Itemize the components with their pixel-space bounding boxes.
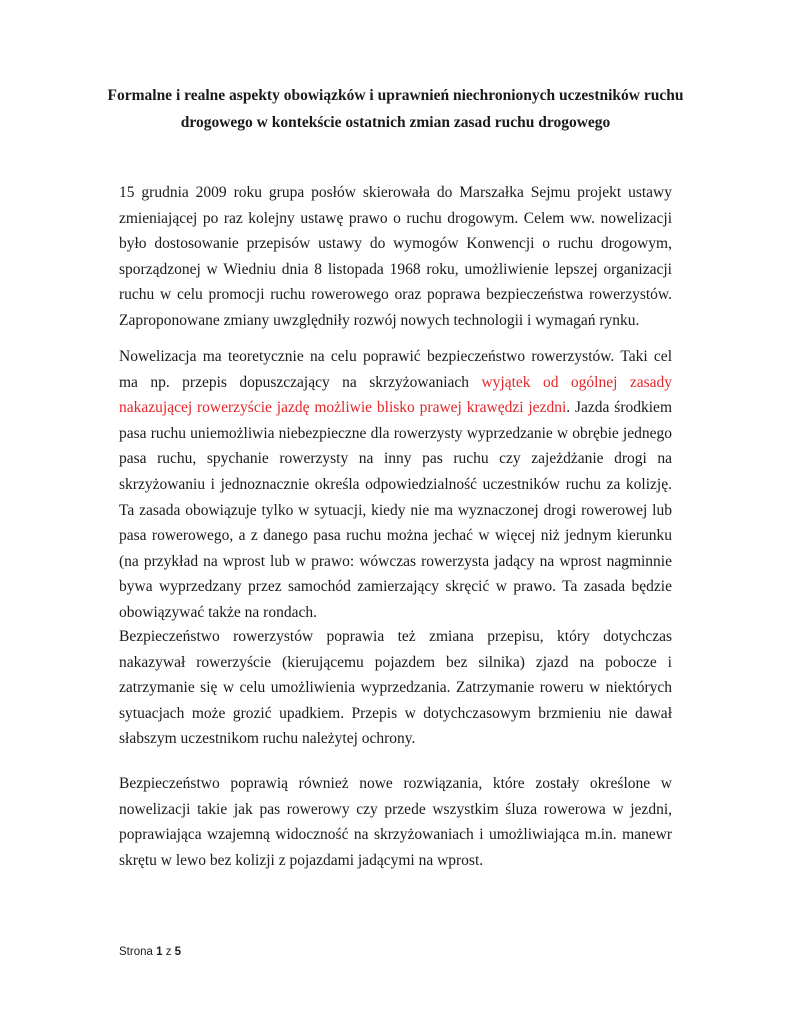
footer-separator: z xyxy=(165,946,172,958)
paragraph-4: Bezpieczeństwo poprawią również nowe rozwiązania, które zostały określone w nowelizacji takie jak pas rowerowy czy przede wszystkim śluza rowerowa w jezdni, poprawiająca wzajemną widoczność na skrzyżowaniach i umożliwiająca m.in. manewr skrętu w lewo bez kolizji z pojazdami jadącymi na wprost. xyxy=(119,775,672,869)
paragraph-3: Bezpieczeństwo rowerzystów poprawia też zmiana przepisu, który dotychczas nakazywał rowerzyście (kierującemu pojazdem bez silnika) zjazd na pobocze i zatrzymanie się w celu umożliwienia wyprzedzania. Zatrzymanie roweru w niektórych sytuacjach może grozić upadkiem. Przepis w dotychczasowym brzmieniu nie dawał słabszym uczestnikom ruchu należytej ochrony. xyxy=(119,628,672,748)
footer-current-page: 1 xyxy=(156,946,163,958)
document-title xyxy=(100,82,691,136)
footer-total-pages: 5 xyxy=(174,946,182,958)
paragraph-2-text-after: . Jazda środkiem pasa ruchu uniemożliwia niebezpieczne dla rowerzysty wyprzedzanie w obrębie jednego pasa ruchu, spychanie rowerzysty na inny pas ruchu czy zajeżdżanie drogi na skrzyżowaniu i jednoznacznie określa odpowiedzialność uczestników ruchu za kolizję. Ta zasada obowiązuje tylko w sytuacji, kiedy nie ma wyznaczonej drogi rowerowej lub pasa rowerowego, a z danego pasa ruchu można jechać w więcej niż jednym kierunku (na przykład na wprost lub w prawo: wówczas rowerzysta jadący na wprost nagminnie bywa wyprzedzany przez samochód zamierzający skręcić w prawo. Ta zasada będzie obowiązywać także na rondach. xyxy=(119,399,672,621)
footer-label: Strona xyxy=(119,946,153,958)
paragraph-2-text-before: Nowelizacja ma teoretycznie na celu poprawić bezpieczeństwo rowerzystów. Taki cel ma np. przepis dopuszczający na skrzyżowaniach xyxy=(119,348,672,391)
paragraph-2 xyxy=(119,344,672,626)
title-line-1: Formalne i realne aspekty obowiązków i uprawnień niechronionych uczestników ruchu xyxy=(107,87,684,104)
title-line-2: drogowego w kontekście ostatnich zmian zasad ruchu drogowego xyxy=(180,114,611,131)
paragraph-1: 15 grudnia 2009 roku grupa posłów skierowała do Marszałka Sejmu projekt ustawy zmieniającej po raz kolejny ustawę prawo o ruchu drogowym. Celem ww. nowelizacji było dostosowanie przepisów ustawy do wymogów Konwencji o ruchu drogowym, sporządzonej w Wiedniu dnia 8 listopada 1968 roku, umożliwienie lepszej organizacji ruchu w celu promocji ruchu rowerowego oraz poprawa bezpieczeństwa rowerzystów. Zaproponowane zmiany uwzględniły rozwój nowych technologii i wymagań rynku. xyxy=(119,184,672,329)
page-footer xyxy=(119,946,181,958)
paragraph-2-highlighted-text: wyjątek od ogólnej zasady nakazującej rowerzyście jazdę możliwie blisko prawej krawędzi jezdni xyxy=(119,373,672,417)
